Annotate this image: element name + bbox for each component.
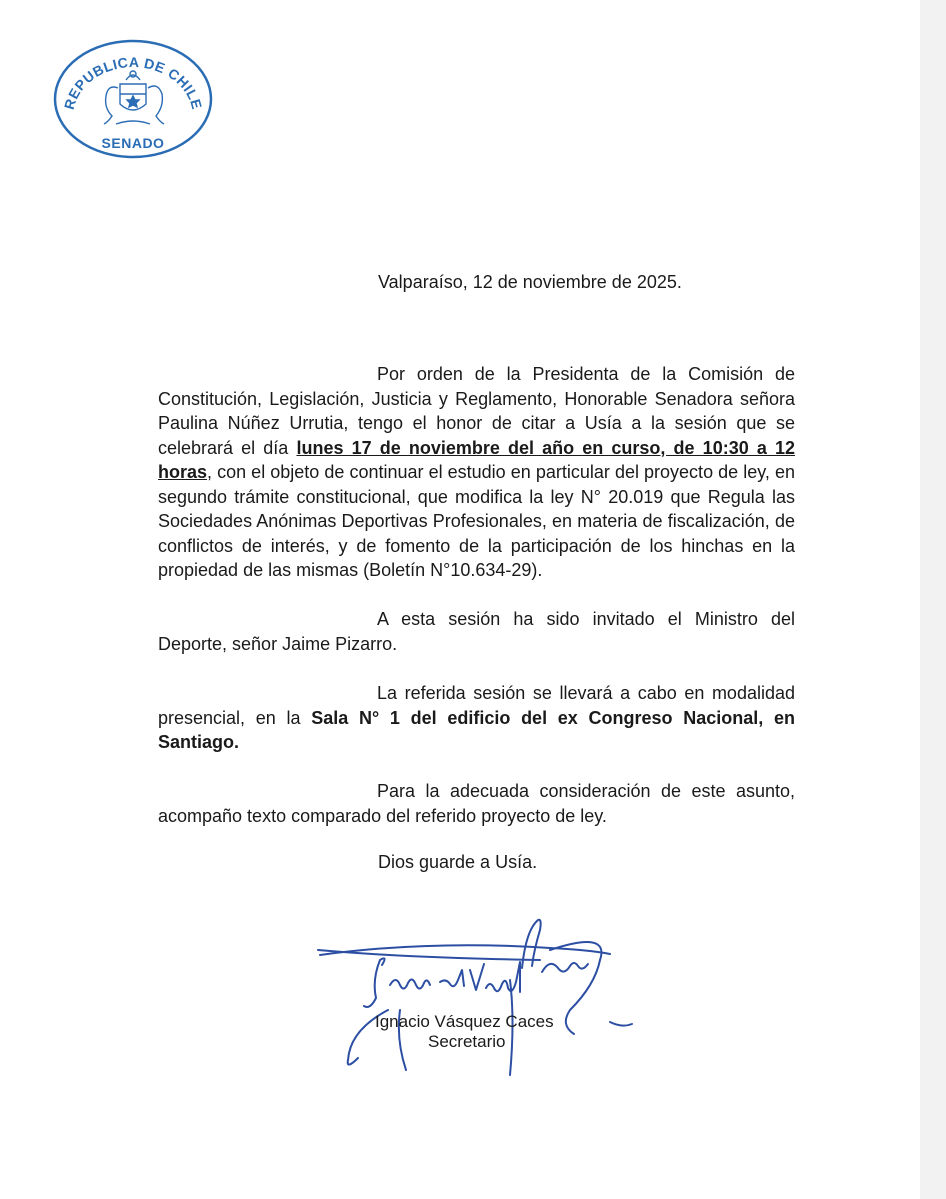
signatory-title: Secretario (428, 1032, 506, 1051)
signatory-name: Ignacio Vásquez Caces (375, 1012, 554, 1031)
citation-text-end: , con el objeto de continuar el estudio en particular del proyecto de ley, en segundo trámite constitucional, que modifica la ley N° 20.019 que Regula las Sociedades Anónimas Deportivas Profesionales, en materia de fiscalización, de conflictos de interés, y de fomento de la participación de los hinchas en la propiedad de las mismas (Boletín N°10.634-29). (158, 462, 795, 580)
paragraph-attachment (158, 779, 795, 828)
coat-of-arms-icon (104, 71, 164, 124)
paragraph-citation (158, 362, 795, 583)
senado-seal (52, 38, 214, 160)
location-highlight: Sala N° 1 del edificio del ex Congreso Nacional, en Santiago. (158, 707, 795, 752)
invitation-text: A esta sesión ha sido invitado el Ministro del Deporte, señor Jaime Pizarro. (158, 609, 795, 654)
session-date-highlight: lunes 17 de noviembre del año en curso, de 10:30 a 12 horas (158, 437, 796, 482)
page-edge (920, 0, 946, 1199)
location-text: La referida sesión se llevará a cabo en modalidad presencial, en la (158, 683, 795, 728)
seal-top-text: REPUBLICA DE CHILE (60, 54, 206, 112)
handwritten-signature (310, 910, 640, 1080)
citation-text-start: Por orden de la Presidenta de la Comisión de Constitución, Legislación, Justicia y Reglamento, Honorable Senadora señora Paulina Núñez Urrutia, tengo el honor de citar a Usía a la sesión que se celebrará el día (158, 364, 795, 458)
paragraph-location (158, 681, 795, 755)
date-line: Valparaíso, 12 de noviembre de 2025. (378, 272, 682, 292)
paragraph-invitation (158, 607, 795, 656)
seal-bottom-text: SENADO (101, 135, 165, 151)
closing-salutation: Dios guarde a Usía. (378, 852, 538, 872)
attachment-text: Para la adecuada consideración de este asunto, acompaño texto comparado del referido proyecto de ley. (158, 781, 795, 826)
